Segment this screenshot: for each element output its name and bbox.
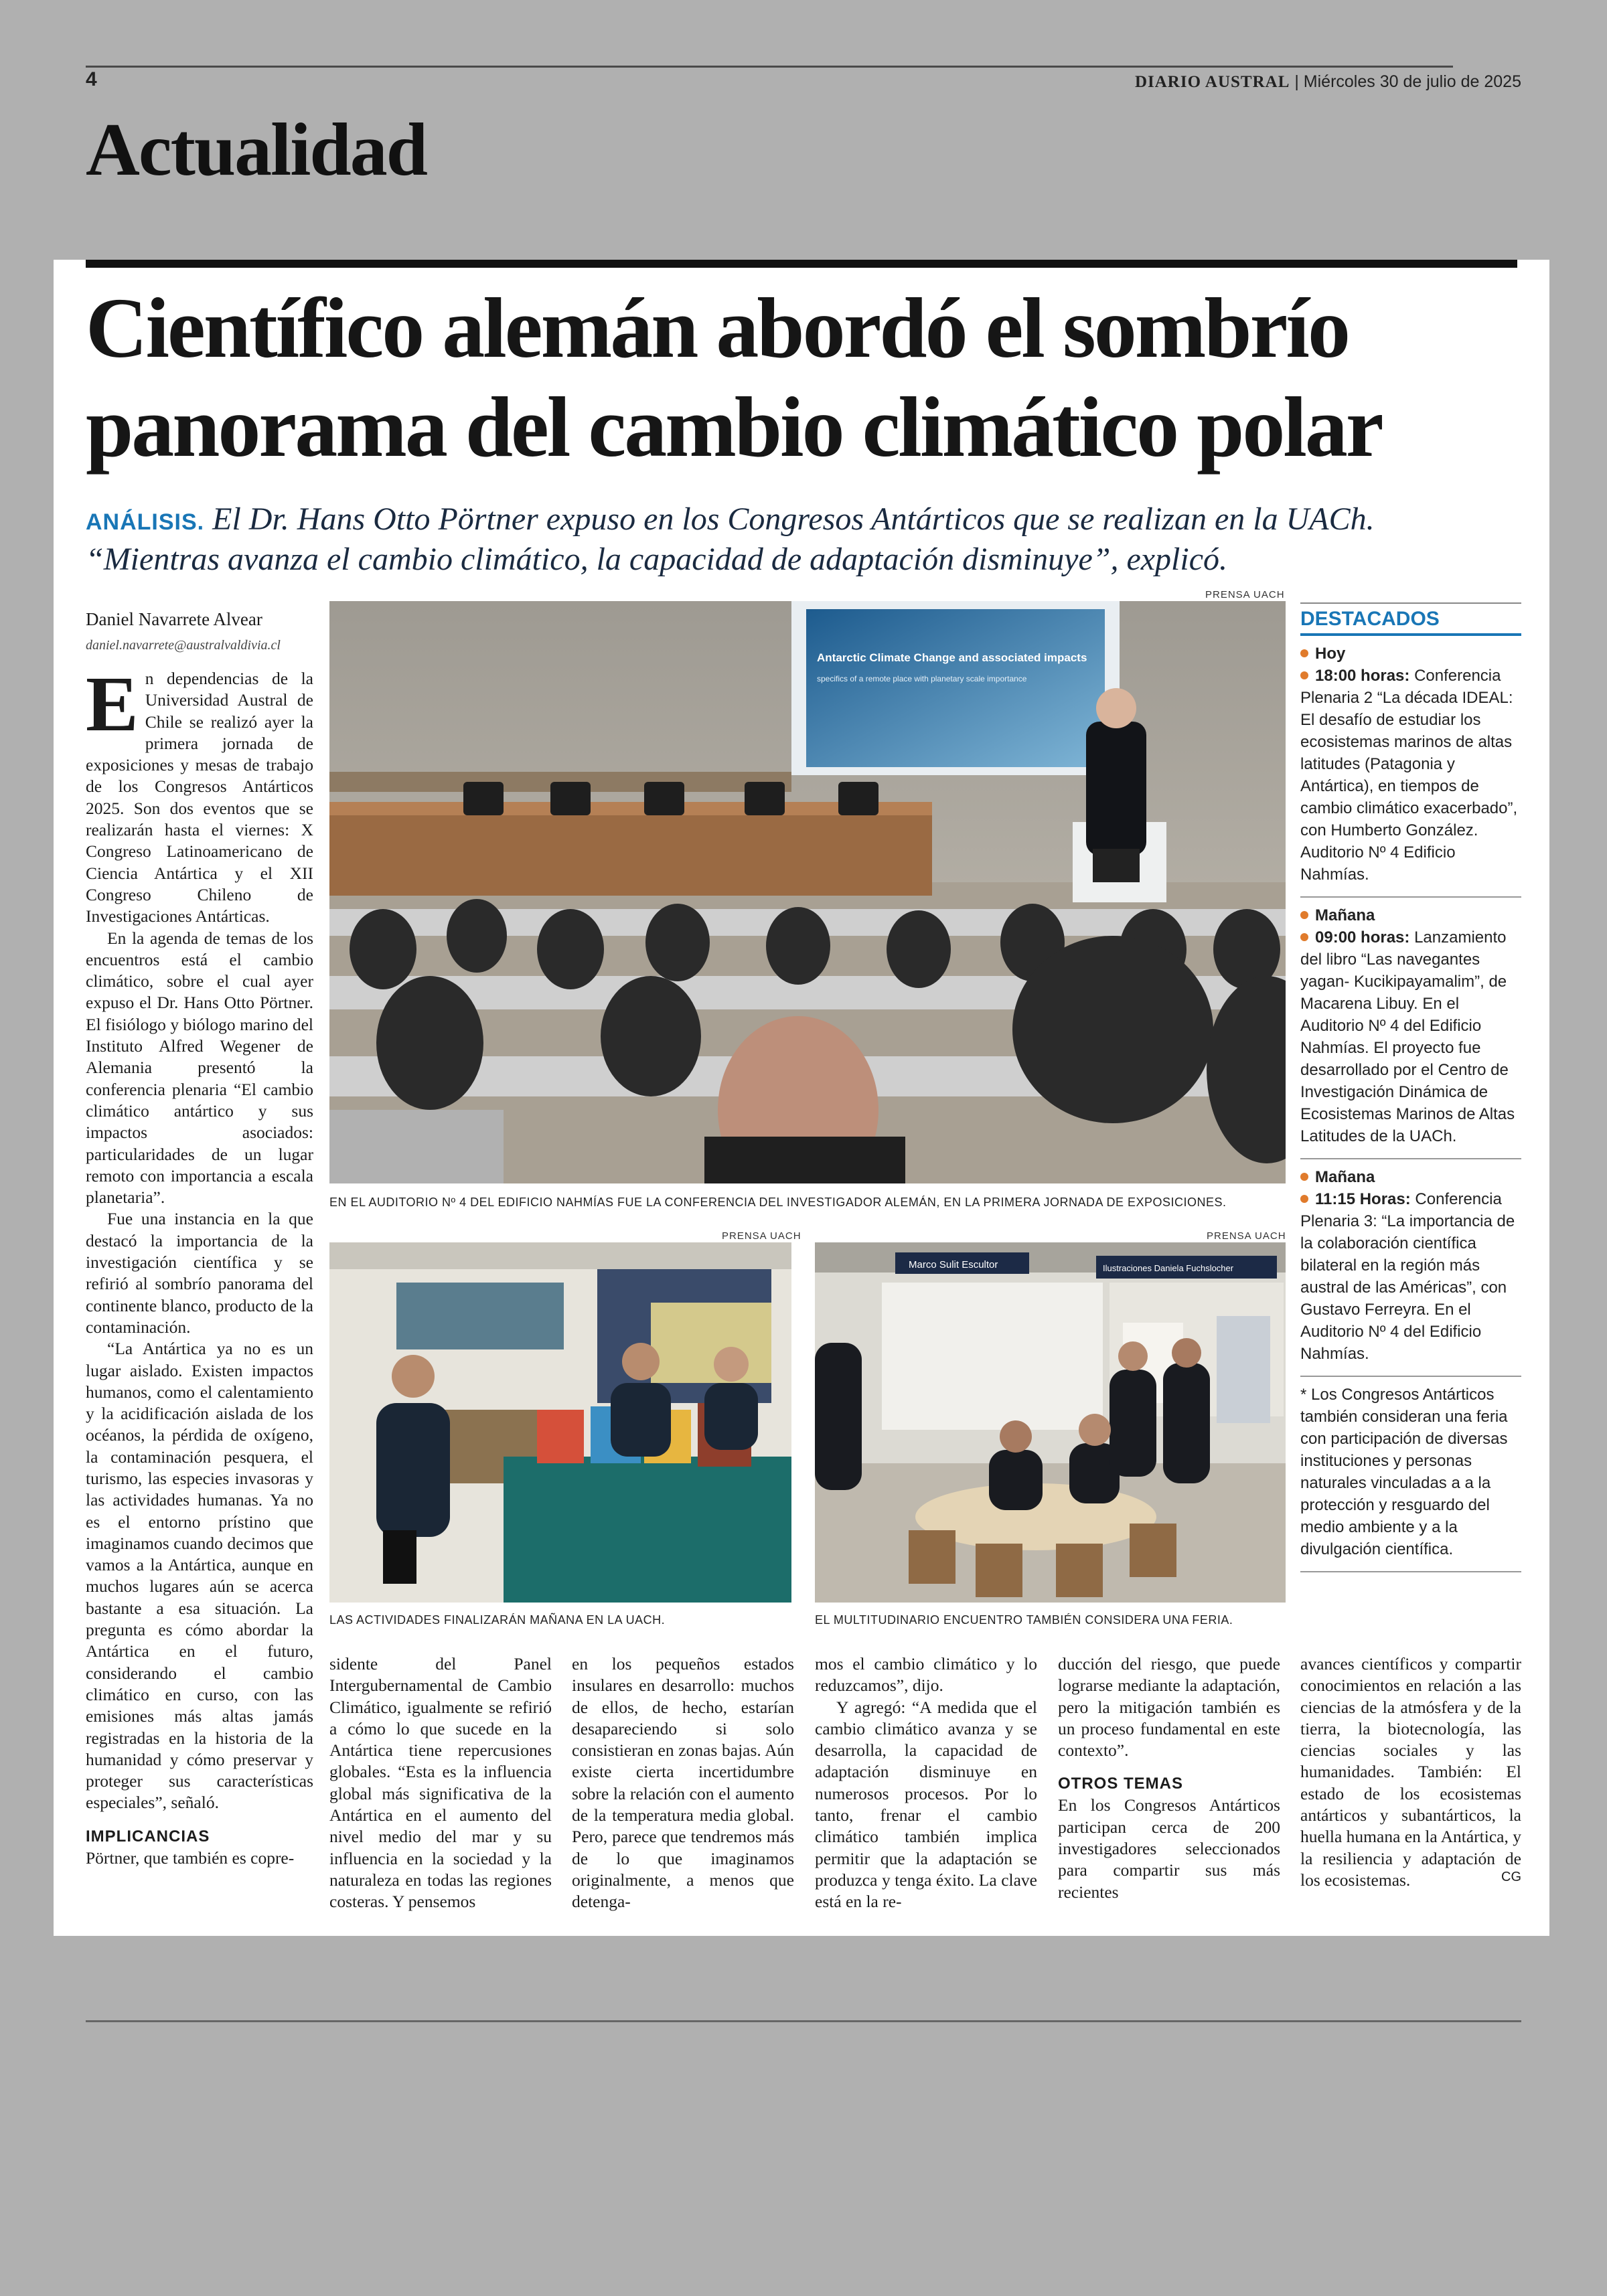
paper-name: DIARIO AUSTRAL: [1134, 73, 1290, 91]
bullet-dot-icon: [1300, 1195, 1308, 1203]
stand-illustration: [329, 1242, 791, 1603]
left-photo-caption: LAS ACTIVIDADES FINALIZARÁN MAÑANA EN LA UACH.: [329, 1613, 666, 1627]
body-column-5: [1058, 1653, 1280, 1903]
page-number: 4: [86, 68, 97, 90]
bottom-rule: [86, 2020, 1521, 2022]
body-column-6: [1300, 1653, 1521, 1891]
body-column-2: [329, 1653, 552, 1913]
body-column-1: [86, 660, 313, 1926]
fair-illustration: [815, 1242, 1286, 1603]
end-mark: CG: [1501, 1869, 1521, 1884]
body-column-4: [815, 1653, 1037, 1913]
sidebar-day-label: Hoy: [1315, 645, 1346, 663]
sidebar-time: 18:00 horas:: [1315, 667, 1410, 685]
article: [54, 260, 1549, 1936]
drop-cap: E: [86, 660, 139, 748]
slide-subtitle: specifics of a remote place with planetary scale importance: [817, 674, 1027, 683]
sidebar-text: Lanzamiento del libro “Las navegantes yagan- Kucikipayamalim”, de Macarena Libuy. En el Auditorio Nº 4 del Edificio Nahmías. El proyecto fue desarrollado por el Centro de Investigación Dinámica de Ecosistemas Marinos de Altas Latitudes de la UACh.: [1300, 928, 1515, 1145]
column-6-body: avances científicos y compartir conocimientos en relación a las ciencias de la atmósfera y de la tierra, la biotecnología, las ciencias sociales y las humanidades. También: El estado de los ecosistemas antárticos y subantárticos, la huella humana en la Antártica, y la resiliencia y adaptación de los ecosistemas.: [1300, 1654, 1521, 1890]
sidebar-day-label: Mañana: [1315, 906, 1375, 924]
left-photo-stand: [329, 1242, 791, 1603]
bullet-dot-icon: [1300, 649, 1308, 657]
sidebar-item: [1300, 636, 1521, 898]
sidebar-title: DESTACADOS: [1300, 602, 1521, 636]
section-title: Actualidad: [86, 108, 427, 191]
sidebar-day: [1300, 904, 1521, 926]
slide-title: Antarctic Climate Change and associated impacts: [817, 651, 1087, 664]
headline-rule: [86, 260, 1517, 268]
column-5-text-a: ducción del riesgo, que puede lograrse mediante la adaptación, pero la mitigación también es un proceso fundamental en este contexto”.: [1058, 1654, 1280, 1760]
deck: [86, 499, 1532, 580]
sidebar-entry: [1300, 1188, 1521, 1365]
sidebar-time: 09:00 horas:: [1315, 928, 1410, 947]
sidebar-day: [1300, 1166, 1521, 1188]
left-photo-credit: PRENSA UACH: [722, 1230, 801, 1242]
deck-tag: ANÁLISIS.: [86, 509, 205, 535]
stand-sign-1: Marco Sulit Escultor: [909, 1259, 998, 1270]
bullet-dot-icon: [1300, 671, 1308, 679]
column-6-text: [1300, 1653, 1521, 1891]
top-rule: [86, 66, 1453, 68]
sidebar-time: 11:15 Horas:: [1315, 1190, 1411, 1208]
column-2-text: sidente del Panel Intergubernamental de Cambio Climático, igualmente se refirió a cómo lo que sucede en la Antártica tiene repercusiones globales. “Esta es la influencia global más significativa de la Antártica en el aumento del nivel medio del mar y su influencia en la sociedad y la naturaleza en todas las regiones costeras. Y pensemos: [329, 1654, 552, 1912]
subhead-otros-temas: OTROS TEMAS: [1058, 1775, 1184, 1793]
right-photo-credit: PRENSA UACH: [1207, 1230, 1286, 1242]
main-photo-auditorium: [329, 601, 1286, 1183]
headline-line-1: Científico alemán abordó el sombrío: [86, 280, 1349, 376]
main-photo-credit: PRENSA UACH: [1205, 589, 1285, 600]
sidebar-entry: [1300, 665, 1521, 886]
column-3-text: en los pequeños estados insulares en desarrollo: muchos de ellos, de hecho, estarían desapareciendo si solo consistieran en zonas bajas. Aún existe cierta incertidumbre sobre la relación con el aumento de la temperatura media global. Pero, parece que tendremos más de lo que imaginamos originalmente, a menos que detenga-: [572, 1654, 794, 1912]
right-photo-fair: [815, 1242, 1286, 1603]
right-photo-caption: EL MULTITUDINARIO ENCUENTRO TAMBIÉN CONSIDERA UNA FERIA.: [815, 1613, 1233, 1627]
byline: [86, 609, 313, 653]
bullet-dot-icon: [1300, 911, 1308, 919]
headline-line-2: panorama del cambio climático polar: [86, 380, 1382, 475]
author-email: daniel.navarrete@australvaldivia.cl: [86, 638, 281, 653]
stand-sign-2: Ilustraciones Daniela Fuchslocher: [1103, 1263, 1234, 1273]
author-name: Daniel Navarrete Alvear: [86, 609, 262, 629]
column-4-text-a: mos el cambio climático y lo reduzcamos”, dijo.: [815, 1654, 1037, 1696]
paragraph-5: Pörtner, que también es copre-: [86, 1848, 295, 1868]
paragraph-4: “La Antártica ya no es un lugar aislado. Existen impactos humanos, como el calentamiento y la acidificación aislada de los océanos, la pérdida de oxígeno, la contaminación pesquera, el turismo, las especies invasoras y las actividades humanas. Ya no es el entorno prístino que imaginamos cuando decimos que vamos a la Antártica, aunque en muchos lugares aún se acerca bastante a esa situación. La pregunta es cómo abordar la Antártica en el futuro, considerando el cambio climático en curso, con las emisiones más altas jamás registradas en la historia de la humanidad y cómo preservar y proteger sus características especiales”, señaló.: [86, 1339, 313, 1813]
dateline: [1135, 72, 1521, 92]
sidebar-entry: [1300, 926, 1521, 1147]
deck-line-2: “Mientras avanza el cambio climático, la capacidad de adaptación disminuye”, explicó.: [86, 542, 1228, 577]
column-5-text-b: En los Congresos Antárticos participan cerca de 200 investigadores seleccionados para compartir sus más recientes: [1058, 1795, 1280, 1902]
main-photo-caption: EN EL AUDITORIO Nº 4 DEL EDIFICIO NAHMÍAS FUE LA CONFERENCIA DEL INVESTIGADOR ALEMÁN, EN LA PRIMERA JORNADA DE EXPOSICIONES.: [329, 1196, 1227, 1209]
column-4-text-b: Y agregó: “A medida que el cambio climático avanza y se desarrolla, la capacidad de adaptación disminuye en numerosos procesos. Por lo tanto, frenar el cambio climático también implica permitir que la adaptación se produzca y tenga éxito. La clave está en la re-: [815, 1697, 1037, 1912]
paragraph-1-text: n dependencias de la Universidad Austral de Chile se realizó ayer la primera jornada de exposiciones y mesas de trabajo de los Congresos Antárticos 2025. Son dos eventos que se realizarán hasta el viernes: X Congreso Latinoamericano de Ciencia Antártica y el XII Congreso Chileno de Investigaciones Antárticas.: [86, 669, 313, 926]
paragraph-1: [86, 660, 313, 928]
headline: [86, 278, 1525, 477]
sidebar-item: [1300, 898, 1521, 1159]
bullet-dot-icon: [1300, 1173, 1308, 1181]
sidebar-item: [1300, 1159, 1521, 1377]
sidebar-day-label: Mañana: [1315, 1168, 1375, 1186]
paragraph-2: En la agenda de temas de los encuentros está el cambio climático, sobre el cual ayer expuso el Dr. Hans Otto Pörtner. El fisiólogo y biólogo marino del Instituto Alfred Wegener de Alemania presentó la conferencia plenaria “El cambio climático antártico y sus impactos asociados: particularidades de un lugar remoto con importancia a escala planetaria”.: [86, 928, 313, 1208]
auditorium-illustration: [329, 601, 1286, 1183]
paragraph-3: Fue una instancia en la que destacó la importancia de la investigación científica y se refirió al sombrío panorama del continente blanco, producto de la contaminación.: [86, 1209, 313, 1337]
body-column-3: [572, 1653, 794, 1913]
deck-line-1: El Dr. Hans Otto Pörtner expuso en los Congresos Antárticos que se realizan en la UACh.: [204, 501, 1375, 537]
sidebar-text: Conferencia Plenaria 3: “La importancia de la colaboración científica bilateral en la región más austral de las Américas”, con Gustavo Ferreyra. En el Auditorio Nº 4 del Edificio Nahmías.: [1300, 1190, 1515, 1363]
bullet-dot-icon: [1300, 933, 1308, 941]
sidebar-day: [1300, 643, 1521, 665]
subhead-implicancias: IMPLICANCIAS: [86, 1827, 210, 1846]
sidebar-note: * Los Congresos Antárticos también consideran una feria con participación de diversas instituciones y personas naturales vinculadas a a la protección y resguardo del medio ambiente y a la divulgación científica.: [1300, 1377, 1521, 1572]
date: | Miércoles 30 de julio de 2025: [1294, 72, 1521, 91]
sidebar-destacados: [1300, 602, 1521, 1572]
sidebar-text: Conferencia Plenaria 2 “La década IDEAL: El desafío de estudiar los ecosistemas marinos de altas latitudes (Patagonia y Antártica), en tiempos de cambio climático exacerbado”, con Humberto González. Auditorio Nº 4 Edificio Nahmías.: [1300, 667, 1518, 884]
